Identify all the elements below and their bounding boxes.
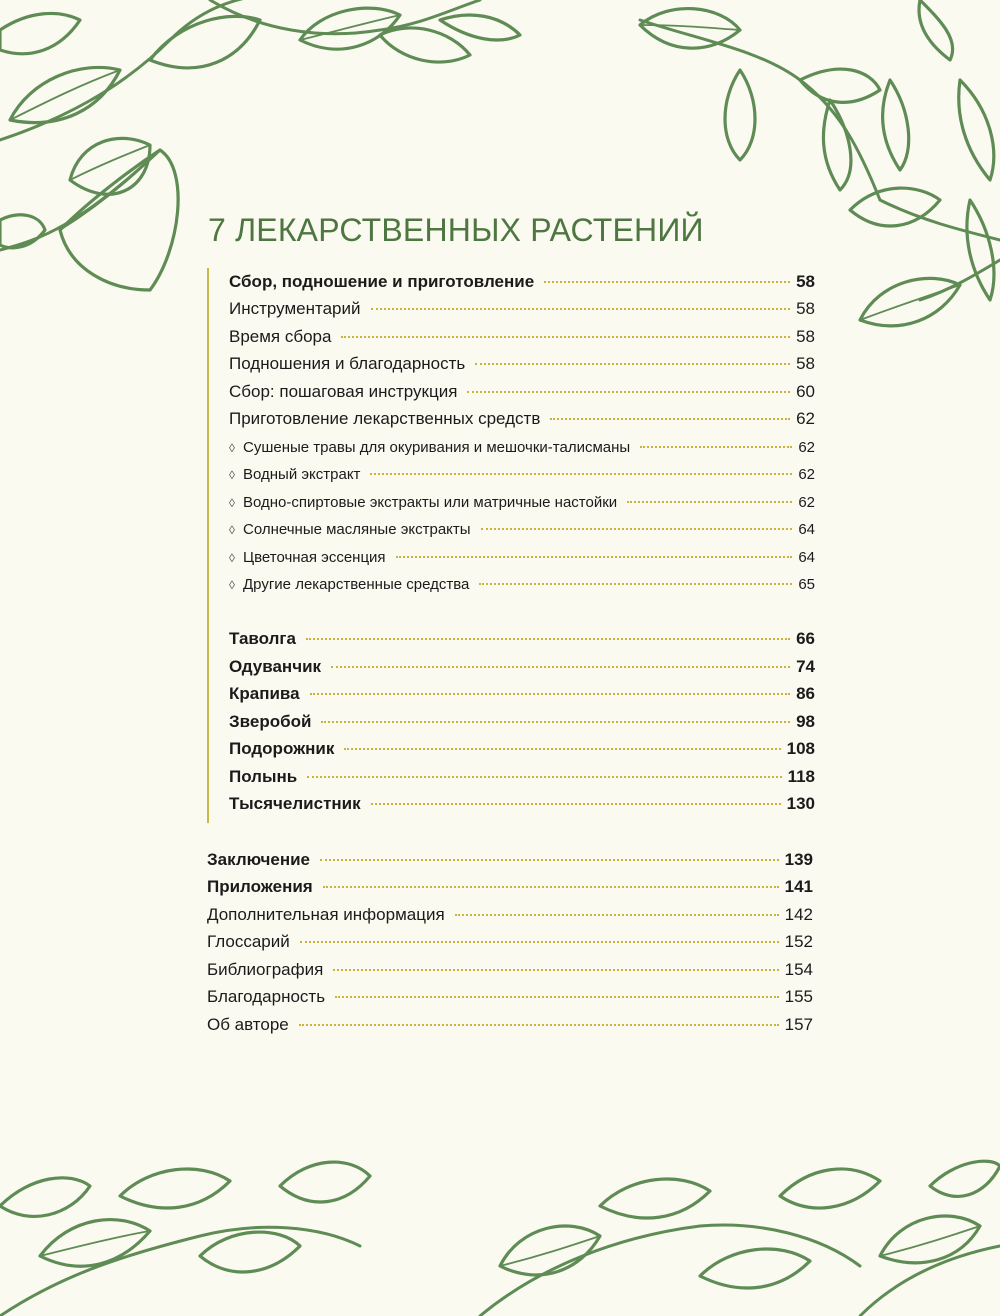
toc-row[interactable] <box>209 494 815 511</box>
leader-dots <box>396 556 793 558</box>
toc-row[interactable] <box>209 439 815 456</box>
toc-row[interactable] <box>209 739 815 759</box>
toc-entry-label: Крапива <box>229 684 300 703</box>
toc-entry-page: 62 <box>798 494 815 511</box>
leaf-decoration-bottom <box>0 1156 1000 1316</box>
toc-entry-page: 58 <box>796 299 815 318</box>
leader-dots <box>323 886 779 888</box>
leader-dots <box>307 776 781 778</box>
leader-dots <box>479 583 792 585</box>
toc-row[interactable] <box>209 794 815 814</box>
leader-dots <box>333 969 778 971</box>
leader-dots <box>344 748 780 750</box>
leader-dots <box>320 859 779 861</box>
leader-dots <box>310 693 790 695</box>
toc-entry-label: Другие лекарственные средства <box>243 576 470 593</box>
toc-entry-page: 64 <box>798 521 815 538</box>
toc-entry-label: Приготовление лекарственных средств <box>229 409 541 428</box>
leader-dots <box>481 528 793 530</box>
toc-row[interactable] <box>207 960 813 980</box>
toc-entry-page: 157 <box>784 1015 813 1034</box>
toc-entry-label: Водно-спиртовые экстракты или матричные настойки <box>243 494 618 511</box>
leader-dots <box>640 446 792 448</box>
toc-entry-page: 142 <box>784 905 813 924</box>
toc-row[interactable] <box>209 354 815 374</box>
toc-row[interactable] <box>209 657 815 677</box>
toc-row[interactable] <box>209 767 815 787</box>
toc-row[interactable] <box>209 576 815 593</box>
leader-dots <box>306 638 790 640</box>
toc-entry-page: 74 <box>796 657 815 676</box>
leaf-icon <box>0 1162 370 1316</box>
diamond-icon: ◊ <box>229 468 235 482</box>
toc-entry-page: 139 <box>784 850 813 869</box>
toc-row[interactable] <box>207 850 813 870</box>
toc-entry-label: Об авторе <box>207 1015 289 1034</box>
diamond-icon: ◊ <box>229 578 235 592</box>
leader-dots <box>371 803 781 805</box>
toc-entry-label: Библиография <box>207 960 324 979</box>
toc-row[interactable] <box>207 1015 813 1035</box>
toc-entry-page: 65 <box>798 576 815 593</box>
toc-row[interactable] <box>209 549 815 566</box>
toc-row[interactable] <box>209 272 815 292</box>
toc-entry-page: 86 <box>796 684 815 703</box>
leader-dots <box>341 336 790 338</box>
toc-entry-page: 58 <box>796 354 815 373</box>
leader-dots <box>371 308 791 310</box>
page-title: 7 ЛЕКАРСТВЕННЫХ РАСТЕНИЙ <box>208 212 704 248</box>
leader-dots <box>475 363 790 365</box>
toc-entry-page: 58 <box>796 327 815 346</box>
toc-entry-label: Таволга <box>229 629 296 648</box>
leader-dots <box>335 996 779 998</box>
leader-dots <box>300 941 779 943</box>
toc-entry-label: Сушеные травы для окуривания и мешочки-талисманы <box>243 439 631 456</box>
toc-entry-label: Сбор, подношение и приготовление <box>229 272 535 291</box>
toc-entry-page: 98 <box>796 712 815 731</box>
toc-entry-page: 152 <box>784 932 813 951</box>
leader-dots <box>544 281 790 283</box>
leader-dots <box>467 391 790 393</box>
toc-entry-label: Заключение <box>207 850 310 869</box>
toc-entry-page: 62 <box>798 439 815 456</box>
toc-section-appendix <box>207 846 813 1046</box>
leaf-icon <box>860 1161 1000 1316</box>
leader-dots <box>455 914 779 916</box>
toc-entry-label: Благодарность <box>207 987 326 1006</box>
toc-entry-page: 108 <box>786 739 815 758</box>
toc-entry-label: Зверобой <box>229 712 312 731</box>
toc-row[interactable] <box>207 932 813 952</box>
leader-dots <box>331 666 790 668</box>
toc-entry-label: Одуванчик <box>229 657 322 676</box>
toc-section-preparation <box>207 268 815 823</box>
toc-entry-label: Время сбора <box>229 327 332 346</box>
toc-entry-label: Дополнительная информация <box>207 905 445 924</box>
leader-dots <box>299 1024 779 1026</box>
leader-dots <box>550 418 790 420</box>
leader-dots <box>627 501 792 503</box>
toc-entry-page: 62 <box>798 466 815 483</box>
toc-entry-page: 64 <box>798 549 815 566</box>
toc-entry-label: Водный экстракт <box>243 466 361 483</box>
toc-entry-label: Цветочная эссенция <box>243 549 386 566</box>
toc-entry-page: 62 <box>796 409 815 428</box>
toc-entry-page: 66 <box>796 629 815 648</box>
toc-entry-label: Приложения <box>207 877 313 896</box>
toc-row[interactable] <box>209 327 815 347</box>
diamond-icon: ◊ <box>229 496 235 510</box>
toc-entry-page: 155 <box>784 987 813 1006</box>
toc-entry-page: 58 <box>796 272 815 291</box>
toc-entry-label: Подорожник <box>229 739 335 758</box>
leader-dots <box>370 473 792 475</box>
toc-row[interactable] <box>209 466 815 483</box>
diamond-icon: ◊ <box>229 441 235 455</box>
diamond-icon: ◊ <box>229 523 235 537</box>
toc-row[interactable] <box>209 684 815 704</box>
diamond-icon: ◊ <box>229 551 235 565</box>
toc-row[interactable] <box>209 382 815 402</box>
toc-entry-page: 118 <box>787 767 815 786</box>
toc-entry-page: 60 <box>796 382 815 401</box>
toc-entry-label: Инструментарий <box>229 299 361 318</box>
leaf-icon <box>210 0 520 62</box>
toc-row[interactable] <box>207 877 813 897</box>
toc-entry-label: Подношения и благодарность <box>229 354 466 373</box>
toc-entry-label: Глоссарий <box>207 932 290 951</box>
toc-row[interactable] <box>207 905 813 925</box>
toc-entry-label: Тысячелистник <box>229 794 361 813</box>
toc-entry-label: Полынь <box>229 767 298 786</box>
toc-entry-page: 154 <box>784 960 813 979</box>
toc-entry-label: Сбор: пошаговая инструкция <box>229 382 458 401</box>
leader-dots <box>321 721 790 723</box>
toc-row[interactable] <box>209 409 815 429</box>
toc-row[interactable] <box>209 521 815 538</box>
toc-row[interactable] <box>209 712 815 732</box>
toc-row[interactable] <box>209 299 815 319</box>
toc-row[interactable] <box>209 629 815 649</box>
toc-entry-page: 130 <box>786 794 815 813</box>
leaf-icon <box>480 1169 880 1316</box>
toc-row[interactable] <box>207 987 813 1007</box>
toc-entry-page: 141 <box>784 877 813 896</box>
toc-entry-label: Солнечные масляные экстракты <box>243 521 471 538</box>
